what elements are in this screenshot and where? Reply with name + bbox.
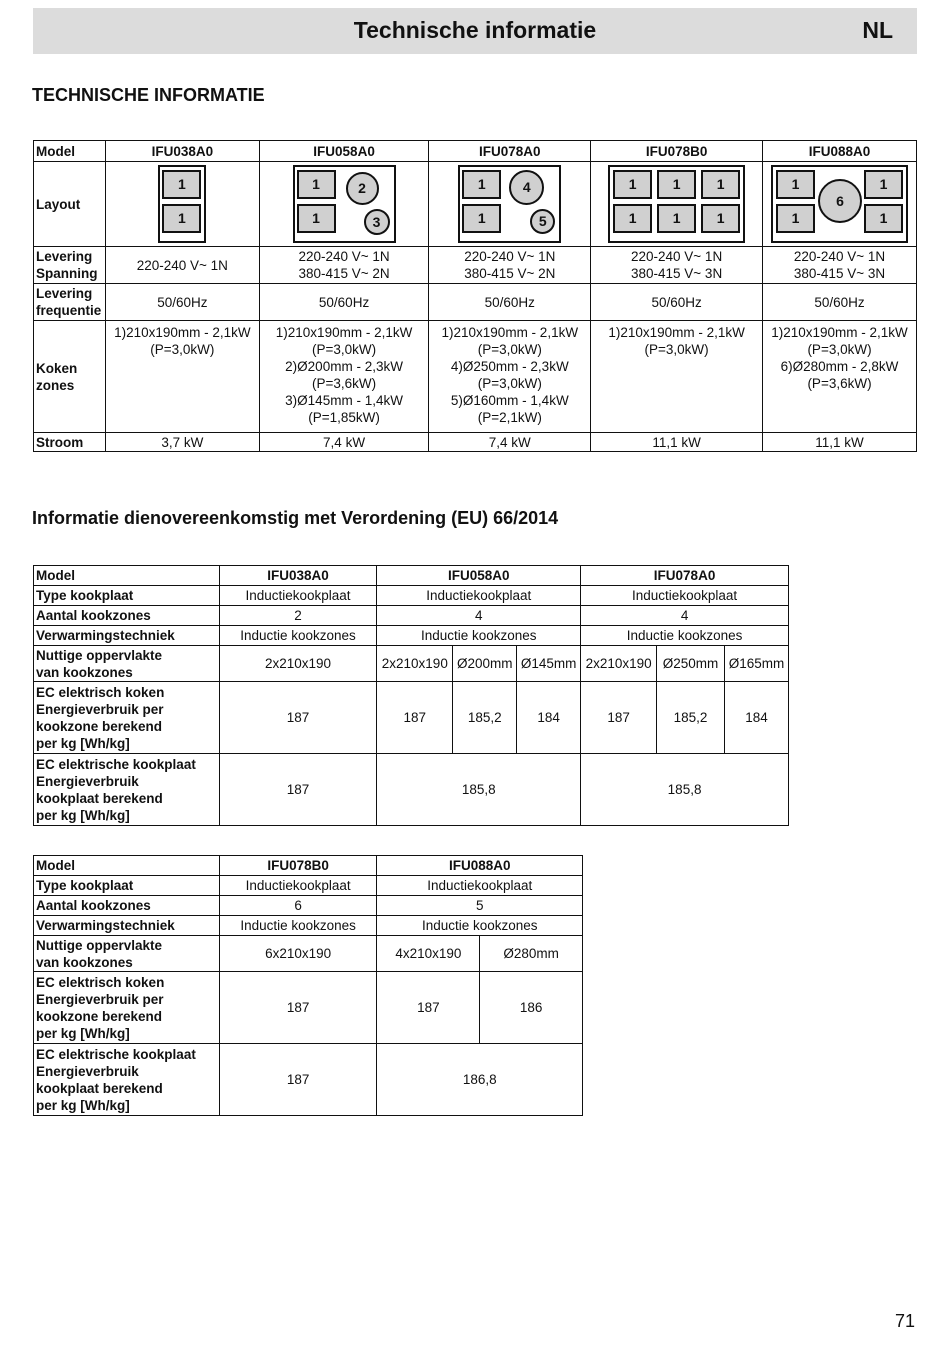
type-cell: Inductiekookplaat <box>219 586 377 606</box>
table-row <box>34 284 917 321</box>
surface-cell: Ø145mm <box>517 646 581 682</box>
text-line: 220-240 V~ 1N <box>793 249 886 264</box>
text-line: 380-415 V~ 2N <box>464 266 556 281</box>
text-line: 380-415 V~ 2N <box>298 266 390 281</box>
table-row <box>34 321 917 433</box>
cooking-zone-circle: 4 <box>509 170 544 205</box>
label-heating-tech: Verwarmingstechniek <box>34 626 220 646</box>
cooking-zone-square: 1 <box>701 204 740 233</box>
frequency-cell: 50/60Hz <box>429 284 591 321</box>
text-line: EC elektrisch koken <box>36 974 165 990</box>
cooking-zone-square: 1 <box>297 204 336 233</box>
text-line: 220-240 V~ 1N <box>631 249 723 264</box>
table-row <box>34 1044 583 1116</box>
model-name: IFU078B0 <box>219 856 377 876</box>
type-cell: Inductiekookplaat <box>377 586 581 606</box>
tech-cell: Inductie kookzones <box>377 916 583 936</box>
text-line: (P=3,6kW) <box>311 376 377 391</box>
table-row <box>34 433 917 452</box>
ec-zone-cell: 187 <box>219 972 377 1044</box>
model-name: IFU058A0 <box>259 141 429 162</box>
text-line: van kookzones <box>36 664 133 680</box>
count-cell: 2 <box>219 606 377 626</box>
table-row <box>34 916 583 936</box>
text-line: kookzone berekend <box>36 1008 163 1024</box>
cooking-zone-square: 1 <box>864 170 903 199</box>
text-line: 220-240 V~ 1N <box>464 249 556 264</box>
surface-cell: 2x210x190 <box>219 646 377 682</box>
cooking-zone-square: 1 <box>701 170 740 199</box>
ec-hob-cell: 185,8 <box>581 754 789 826</box>
label-model: Model <box>34 141 106 162</box>
table-row <box>34 247 917 284</box>
layout-cell <box>429 162 591 247</box>
text-line: 380-415 V~ 3N <box>631 266 723 281</box>
ec-hob-cell: 186,8 <box>377 1044 583 1116</box>
label-ec-hob <box>34 1044 220 1116</box>
text-line: (P=3,0kW) <box>477 342 542 357</box>
voltage-cell <box>259 247 429 284</box>
cooking-zone-square: 1 <box>162 204 201 233</box>
zones-cell <box>763 321 917 433</box>
text-line: 220-240 V~ 1N <box>298 249 390 264</box>
ec-zone-cell: 185,2 <box>453 682 517 754</box>
text-line: (P=3,0kW) <box>477 376 542 391</box>
page-title: Technische informatie <box>353 17 597 43</box>
language-code: NL <box>862 17 893 43</box>
text-line: (P=3,0kW) <box>150 342 215 357</box>
text-line: per kg [Wh/kg] <box>36 807 130 823</box>
hob-layout-diagram <box>458 165 561 243</box>
type-cell: Inductiekookplaat <box>377 876 583 896</box>
text-line: Nuttige oppervlakte <box>36 937 163 953</box>
table-row <box>34 566 789 586</box>
table-row <box>34 606 789 626</box>
text-line: per kg [Wh/kg] <box>36 1097 130 1113</box>
cooking-zone-square: 1 <box>776 170 815 199</box>
surface-cell: 2x210x190 <box>377 646 453 682</box>
ec-hob-cell: 187 <box>219 754 377 826</box>
label-power: Stroom <box>34 433 106 452</box>
surface-cell: 2x210x190 <box>581 646 657 682</box>
label-zone-count: Aantal kookzones <box>34 606 220 626</box>
surface-cell: 6x210x190 <box>219 936 377 972</box>
frequency-cell: 50/60Hz <box>763 284 917 321</box>
table-row <box>34 896 583 916</box>
table-row <box>34 162 917 247</box>
label-layout: Layout <box>34 162 106 247</box>
text-line: 1)210x190mm - 2,1kW <box>441 325 579 340</box>
frequency-cell: 50/60Hz <box>259 284 429 321</box>
label-voltage: Levering Spanning <box>34 247 106 284</box>
ec-hob-cell: 187 <box>219 1044 377 1116</box>
text-line: 3)Ø145mm - 1,4kW <box>285 393 403 408</box>
text-line: 5)Ø160mm - 1,4kW <box>450 393 569 408</box>
frequency-cell: 50/60Hz <box>105 284 259 321</box>
cooking-zone-square: 1 <box>613 204 652 233</box>
type-cell: Inductiekookplaat <box>219 876 377 896</box>
surface-cell: Ø280mm <box>480 936 583 972</box>
model-name: IFU038A0 <box>105 141 259 162</box>
surface-cell: Ø200mm <box>453 646 517 682</box>
ec-zone-cell: 187 <box>377 972 480 1044</box>
text-line: Energieverbruik per <box>36 701 164 717</box>
zones-cell <box>429 321 591 433</box>
table-row <box>34 141 917 162</box>
zones-cell <box>105 321 259 433</box>
table-row <box>34 856 583 876</box>
frequency-cell: 50/60Hz <box>591 284 763 321</box>
ec-zone-cell: 184 <box>517 682 581 754</box>
cooking-zone-square: 1 <box>297 170 336 199</box>
cooking-zone-square: 1 <box>657 204 696 233</box>
table-row <box>34 646 789 682</box>
text-line: per kg [Wh/kg] <box>36 735 130 751</box>
layout-cell <box>259 162 429 247</box>
label-heating-tech: Verwarmingstechniek <box>34 916 220 936</box>
page-header <box>33 8 917 54</box>
text-line: kookplaat berekend <box>36 790 163 806</box>
text-line: 6)Ø280mm - 2,8kW <box>780 359 899 374</box>
ec-zone-cell: 187 <box>377 682 453 754</box>
text-line: EC elektrische kookplaat <box>36 756 196 772</box>
label-ec-zone <box>34 972 220 1044</box>
layout-cell <box>591 162 763 247</box>
text-line: EC elektrische kookplaat <box>36 1046 196 1062</box>
model-name: IFU078B0 <box>591 141 763 162</box>
tech-cell: Inductie kookzones <box>219 626 377 646</box>
hob-layout-diagram <box>293 165 396 243</box>
table-row <box>34 754 789 826</box>
power-cell: 11,1 kW <box>591 433 763 452</box>
table-row <box>34 936 583 972</box>
voltage-cell <box>105 247 259 284</box>
section-title-technical: TECHNISCHE INFORMATIE <box>32 85 265 105</box>
text-line: 1)210x190mm - 2,1kW <box>275 325 413 340</box>
cooking-zone-square: 1 <box>864 204 903 233</box>
eu-info-table-2 <box>33 855 583 1116</box>
label-model: Model <box>34 566 220 586</box>
zones-cell <box>259 321 429 433</box>
text-line: EC elektrisch koken <box>36 684 165 700</box>
text-line: 1)210x190mm - 2,1kW <box>608 325 745 340</box>
model-name: IFU088A0 <box>763 141 917 162</box>
text-line: (P=3,0kW) <box>644 342 709 357</box>
text-line: (P=2,1kW) <box>477 410 542 425</box>
count-cell: 4 <box>581 606 789 626</box>
cooking-zone-circle: 3 <box>364 209 390 235</box>
cooking-zone-circle: 2 <box>346 172 379 205</box>
ec-zone-cell: 187 <box>581 682 657 754</box>
hob-layout-diagram <box>608 165 745 243</box>
text-line: Energieverbruik per <box>36 991 164 1007</box>
label-zones: Koken zones <box>34 321 106 433</box>
ec-zone-cell: 185,2 <box>657 682 725 754</box>
power-cell: 3,7 kW <box>105 433 259 452</box>
layout-cell <box>105 162 259 247</box>
cooking-zone-square: 1 <box>462 170 501 199</box>
eu-info-table-1 <box>33 565 789 826</box>
text-line: (P=1,85kW) <box>308 410 380 425</box>
text-line: 1)210x190mm - 2,1kW <box>771 325 908 340</box>
label-ec-zone <box>34 682 220 754</box>
surface-cell: 4x210x190 <box>377 936 480 972</box>
text-line: kookplaat berekend <box>36 1080 163 1096</box>
text-line: (P=3,0kW) <box>807 342 872 357</box>
model-name: IFU038A0 <box>219 566 377 586</box>
voltage-cell <box>763 247 917 284</box>
power-cell: 7,4 kW <box>259 433 429 452</box>
tech-cell: Inductie kookzones <box>219 916 377 936</box>
model-name: IFU078A0 <box>429 141 591 162</box>
ec-zone-cell: 186 <box>480 972 583 1044</box>
cooking-zone-square: 1 <box>162 170 201 199</box>
cooking-zone-square: 1 <box>776 204 815 233</box>
surface-cell: Ø250mm <box>657 646 725 682</box>
count-cell: 4 <box>377 606 581 626</box>
table-row <box>34 586 789 606</box>
label-type: Type kookplaat <box>34 876 220 896</box>
voltage-cell <box>591 247 763 284</box>
model-name: IFU088A0 <box>377 856 583 876</box>
model-name: IFU078A0 <box>581 566 789 586</box>
text-line: 4)Ø250mm - 2,3kW <box>450 359 569 374</box>
text-line: Energieverbruik <box>36 1063 139 1079</box>
table-row <box>34 876 583 896</box>
label-surface <box>34 936 220 972</box>
power-cell: 7,4 kW <box>429 433 591 452</box>
text-line: 1)210x190mm - 2,1kW <box>114 325 251 340</box>
text-line: per kg [Wh/kg] <box>36 1025 130 1041</box>
technical-info-table <box>33 140 917 452</box>
text-line: (P=3,6kW) <box>807 376 872 391</box>
tech-cell: Inductie kookzones <box>377 626 581 646</box>
power-cell: 11,1 kW <box>763 433 917 452</box>
table-row <box>34 626 789 646</box>
section-title-eu-regulation: Informatie dienovereenkomstig met Verordening (EU) 66/2014 <box>32 508 559 528</box>
table-row <box>34 972 583 1044</box>
tech-cell: Inductie kookzones <box>581 626 789 646</box>
ec-hob-cell: 185,8 <box>377 754 581 826</box>
text-line: Energieverbruik <box>36 773 139 789</box>
count-cell: 6 <box>219 896 377 916</box>
ec-zone-cell: 184 <box>725 682 789 754</box>
label-model: Model <box>34 856 220 876</box>
surface-cell: Ø165mm <box>725 646 789 682</box>
ec-zone-cell: 187 <box>219 682 377 754</box>
cooking-zone-square: 1 <box>657 170 696 199</box>
text-line: kookzone berekend <box>36 718 163 734</box>
type-cell: Inductiekookplaat <box>581 586 789 606</box>
text-line: van kookzones <box>36 954 133 970</box>
text-line: 220-240 V~ 1N <box>136 257 228 273</box>
text-line: 380-415 V~ 3N <box>793 266 886 281</box>
label-frequency: Levering frequentie <box>34 284 106 321</box>
cooking-zone-square: 1 <box>613 170 652 199</box>
zones-cell <box>591 321 763 433</box>
label-surface <box>34 646 220 682</box>
table-row <box>34 682 789 754</box>
hob-layout-diagram <box>771 165 908 243</box>
text-line: 2)Ø200mm - 2,3kW <box>285 359 403 374</box>
label-type: Type kookplaat <box>34 586 220 606</box>
layout-cell <box>763 162 917 247</box>
cooking-zone-square: 1 <box>462 204 501 233</box>
hob-layout-diagram <box>158 165 206 243</box>
voltage-cell <box>429 247 591 284</box>
text-line: Nuttige oppervlakte <box>36 647 163 663</box>
cooking-zone-circle: 5 <box>530 209 555 234</box>
text-line: (P=3,0kW) <box>311 342 377 357</box>
label-zone-count: Aantal kookzones <box>34 896 220 916</box>
page-number: 71 <box>894 1311 915 1331</box>
model-name: IFU058A0 <box>377 566 581 586</box>
count-cell: 5 <box>377 896 583 916</box>
label-ec-hob <box>34 754 220 826</box>
cooking-zone-circle: 6 <box>818 179 862 223</box>
